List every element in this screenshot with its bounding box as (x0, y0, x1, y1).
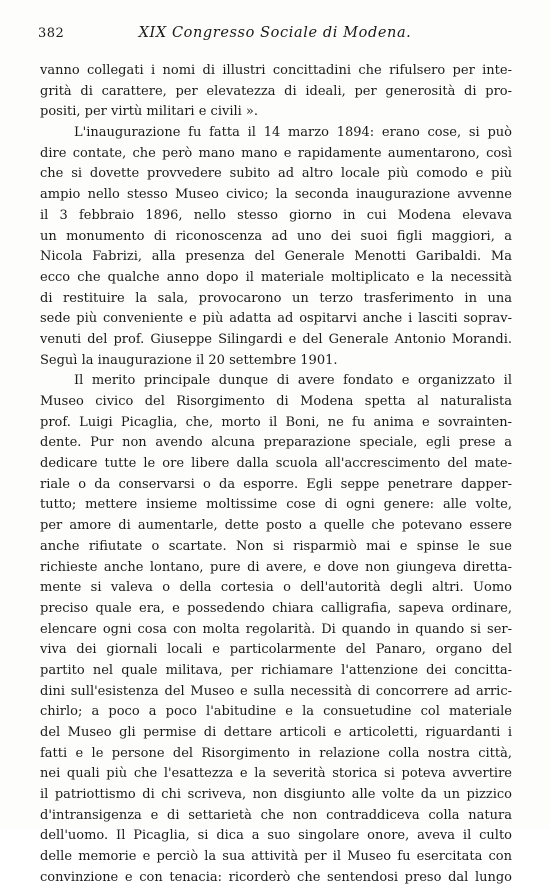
text-line: L'inaugurazione fu fatta il 14 marzo 1894: erano cose, si può (74, 125, 512, 141)
text-line: chirlo; a poco a poco l'abitudine e la consuetudine col materiale (40, 704, 512, 720)
text-line: grità di carattere, per elevatezza di ideali, per generosità di pro- (40, 83, 512, 99)
text-line: dedicare tutte le ore libere dalla scuola all'accrescimento del mate- (40, 456, 512, 472)
text-line: richieste anche lontano, pure di avere, e dove non giungeva diretta- (40, 559, 512, 575)
text-line: anche rifiutate o scartate. Non si risparmiò mai e spinse le sue (40, 538, 512, 554)
text-line: del Museo gli permise di dettare articoli e articoletti, riguardanti i (40, 725, 512, 740)
text-line: partito nel quale militava, per richiamare l'attenzione dei concitta- (40, 662, 512, 678)
text-line: dell'uomo. Il Picaglia, si dica a suo singolare onore, aveva il culto (40, 828, 512, 844)
text-line: dini sull'esistenza del Museo e sulla necessità di concorrere ad arric- (40, 683, 512, 699)
text-line: dente. Pur non avendo alcuna preparazione speciale, egli prese a (40, 435, 512, 451)
text-line: ampio nello stesso Museo civico; la seconda inaugurazione avvenne (40, 187, 512, 203)
text-line: delle memorie e perciò la sua attività per il Museo fu esercitata con (40, 849, 512, 865)
text-line: tutto; mettere insieme moltissime cose di ogni genere: alle volte, (40, 497, 512, 513)
text-line: di restituire la sala, provocarono un terzo trasferimento in una (40, 290, 512, 306)
text-line: Il merito principale dunque di avere fondato e organizzato il (74, 373, 512, 389)
body-text (40, 61, 512, 889)
text-line: che si dovette provvedere subito ad altro locale più comodo e più (40, 166, 512, 182)
page-header (38, 26, 512, 46)
text-line: Nicola Fabrizi, alla presenza del Generale Menotti Garibaldi. Ma (40, 249, 512, 265)
text-line: fatti e le persone del Risorgimento in relazione colla nostra città, (40, 745, 512, 761)
text-line: Museo civico del Risorgimento di Modena spetta al naturalista (40, 394, 512, 409)
text-line: Seguì la inaugurazione il 20 settembre 1901. (40, 352, 338, 368)
text-line: convinzione e con tenacia: ricorderò che sentendosi preso dal lungo (40, 869, 512, 885)
text-line: venuti del prof. Giuseppe Silingardi e del Generale Antonio Morandi. (40, 331, 512, 347)
text-line: sede più conveniente e più adatta ad ospitarvi anche i lasciti soprav- (40, 311, 512, 327)
text-line: nei quali più che l'esattezza e la severità storica si poteva avvertire (40, 766, 512, 782)
text-line: un monumento di riconoscenza ad uno dei suoi figli maggiori, a (40, 228, 512, 244)
text-line: mente si valeva o della cortesia o dell'autorità degli altri. Uomo (40, 580, 512, 596)
text-line: d'intransigenza e di settarietà che non contraddiceva colla natura (40, 807, 512, 823)
text-line: viva dei giornali locali e particolarmente del Panaro, organo del (40, 642, 512, 658)
text-line: il 3 febbraio 1896, nello stesso giorno in cui Modena elevava (40, 207, 512, 223)
text-line: prof. Luigi Picaglia, che, morto il Boni, ne fu anima e sovrainten- (40, 414, 512, 430)
page-number: 382 (38, 26, 65, 41)
text-line: dire contate, che però mano mano e rapidamente aumentarono, così (40, 145, 512, 161)
text-line: elencare ogni cosa con molta regolarità. Di quando in quando si ser- (40, 621, 512, 637)
text-line: preciso quale era, e possedendo chiara calligrafia, sapeva ordinare, (40, 600, 512, 616)
text-line: il patriottismo di chi scriveva, non disgiunto alle volte da un pizzico (40, 787, 512, 803)
text-line: positi, per virtù militari e civili ». (40, 104, 259, 120)
text-line: ecco che qualche anno dopo il materiale moltiplicato e la necessità (40, 269, 512, 285)
text-line: per amore di aumentarle, dette posto a quelle che potevano essere (40, 518, 512, 534)
text-line: vanno collegati i nomi di illustri concittadini che rifulsero per inte- (40, 63, 512, 78)
running-title: XIX Congresso Sociale di Modena. (138, 25, 412, 41)
text-line: riale o da conservarsi o da esporre. Egli seppe penetrare dapper- (40, 476, 512, 492)
